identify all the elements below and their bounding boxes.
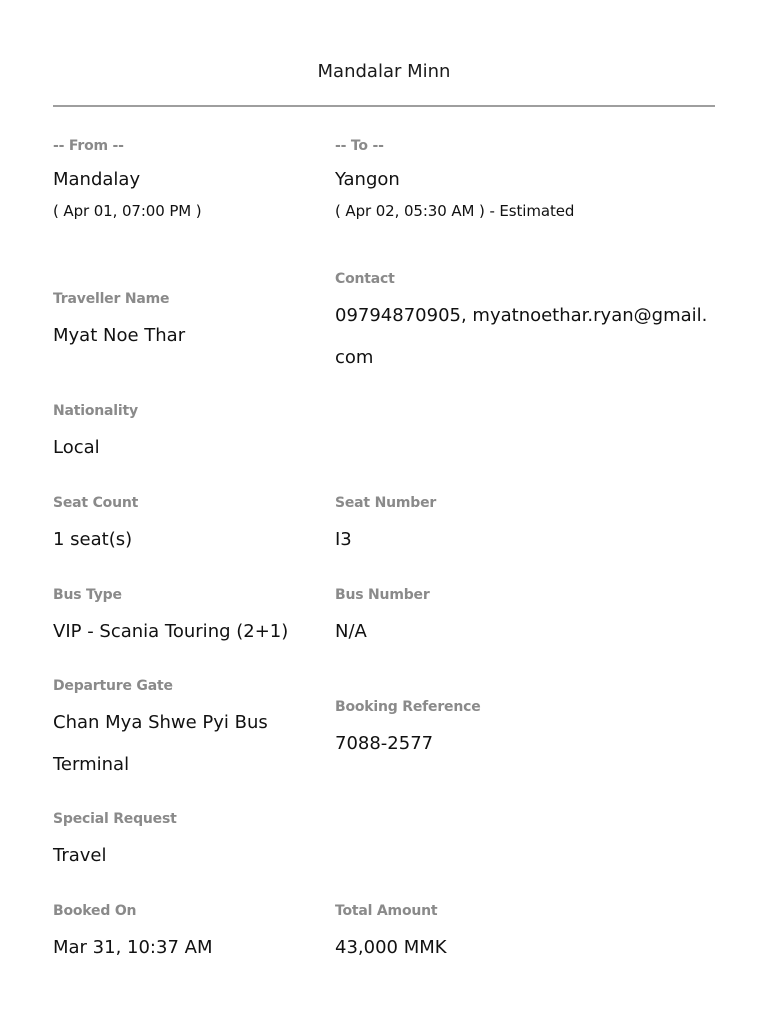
total-amount-value: 43,000 MMK <box>335 937 447 958</box>
seat-number-value: I3 <box>335 529 352 550</box>
contact-value-continued: com <box>335 347 374 368</box>
to-section <box>335 137 715 221</box>
contact-section <box>335 270 715 379</box>
departure-gate-section <box>53 677 315 786</box>
booked-on-value: Mar 31, 10:37 AM <box>53 937 213 958</box>
total-amount-section <box>335 902 715 969</box>
total-amount-label: Total Amount <box>335 903 438 919</box>
from-label: -- From -- <box>53 138 124 154</box>
operator-name: Mandalar Minn <box>317 61 451 82</box>
nationality-label: Nationality <box>53 403 138 419</box>
traveller-label: Traveller Name <box>53 291 170 307</box>
departure-gate-value: Chan Mya Shwe Pyi Bus <box>53 712 268 733</box>
seat-count-section <box>53 494 315 561</box>
seat-count-value: 1 seat(s) <box>53 529 133 550</box>
special-request-label: Special Request <box>53 811 177 827</box>
traveller-section <box>53 290 315 357</box>
contact-value: 09794870905, myatnoethar.ryan@gmail. <box>335 305 708 326</box>
seat-count-label: Seat Count <box>53 495 139 511</box>
from-city: Mandalay <box>53 169 141 190</box>
special-request-section <box>53 810 315 877</box>
booked-on-label: Booked On <box>53 903 137 919</box>
ticket-header <box>53 0 715 107</box>
bus-type-section <box>53 586 315 653</box>
bus-number-value: N/A <box>335 621 367 642</box>
departure-gate-label: Departure Gate <box>53 678 173 694</box>
to-city: Yangon <box>335 169 400 190</box>
from-section <box>53 137 315 221</box>
contact-label: Contact <box>335 271 395 287</box>
departure-gate-value-continued: Terminal <box>53 754 130 775</box>
nationality-section <box>53 402 315 469</box>
booking-reference-value: 7088-2577 <box>335 733 434 754</box>
bus-type-label: Bus Type <box>53 587 122 603</box>
booking-reference-label: Booking Reference <box>335 699 481 715</box>
special-request-value: Travel <box>53 845 107 866</box>
booking-reference-section <box>335 698 715 765</box>
from-time: ( Apr 01, 07:00 PM ) <box>53 202 202 220</box>
bus-number-section <box>335 586 715 653</box>
bus-number-label: Bus Number <box>335 587 430 603</box>
seat-number-section <box>335 494 715 561</box>
nationality-value: Local <box>53 437 100 458</box>
traveller-name: Myat Noe Thar <box>53 325 186 346</box>
to-time: ( Apr 02, 05:30 AM ) - Estimated <box>335 202 575 220</box>
bus-type-value: VIP - Scania Touring (2+1) <box>53 621 289 642</box>
booked-on-section <box>53 902 315 969</box>
seat-number-label: Seat Number <box>335 495 437 511</box>
to-label: -- To -- <box>335 138 384 154</box>
